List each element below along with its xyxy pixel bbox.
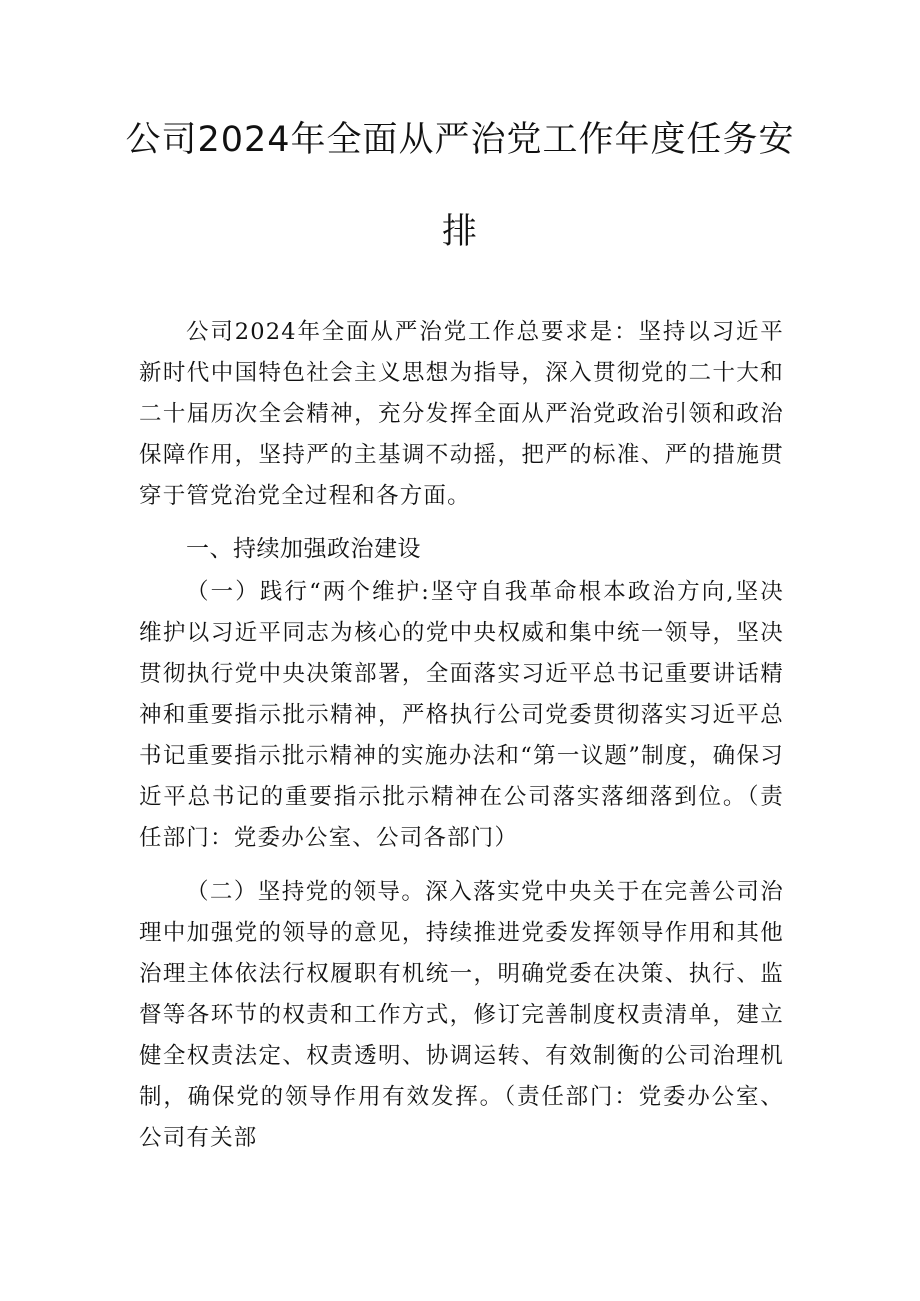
- document-title-line2: 排: [441, 212, 478, 252]
- item2-paragraph: （二）坚持党的领导。深入落实党中央关于在完善公司治理中加强党的领导的意见，持续推进党委发挥领导作用和其他治理主体依法行权履职有机统一，明确党委在决策、执行、监督等各环节的权责和工作方式，修订完善制度权责清单，建立健全权责法定、权责透明、协调运转、有效制衡的公司治理机制，确保党的领导作用有效发挥。（责任部门：党委办公室、公司有关部: [139, 879, 784, 1151]
- item1-paragraph: （一）践行“两个维护:坚守自我革命根本政治方向,坚决维护以习近平同志为核心的党中央权威和集中统一领导，坚决贯彻执行党中央决策部署，全面落实习近平总书记重要讲话精神和重要指示批示精神，严格执行公司党委贯彻落实习近平总书记重要指示批示精神的实施办法和“第一议题”制度，确保习近平总书记的重要指示批示精神在公司落实落细落到位。（责任部门：党委办公室、公司各部门）: [139, 579, 784, 851]
- document-title-line1: 公司2024年全面从严治党工作年度任务安: [125, 120, 795, 160]
- section1-heading: 一、持续加强政治建设: [186, 536, 421, 562]
- intro-paragraph: 公司2024年全面从严治党工作总要求是：坚持以习近平新时代中国特色社会主义思想为指导，深入贯彻党的二十大和二十届历次全会精神，充分发挥全面从严治党政治引领和政治保障作用，坚持严的主基调不动摇，把严的标准、严的措施贯穿于管党治党全过程和各方面。: [139, 319, 784, 509]
